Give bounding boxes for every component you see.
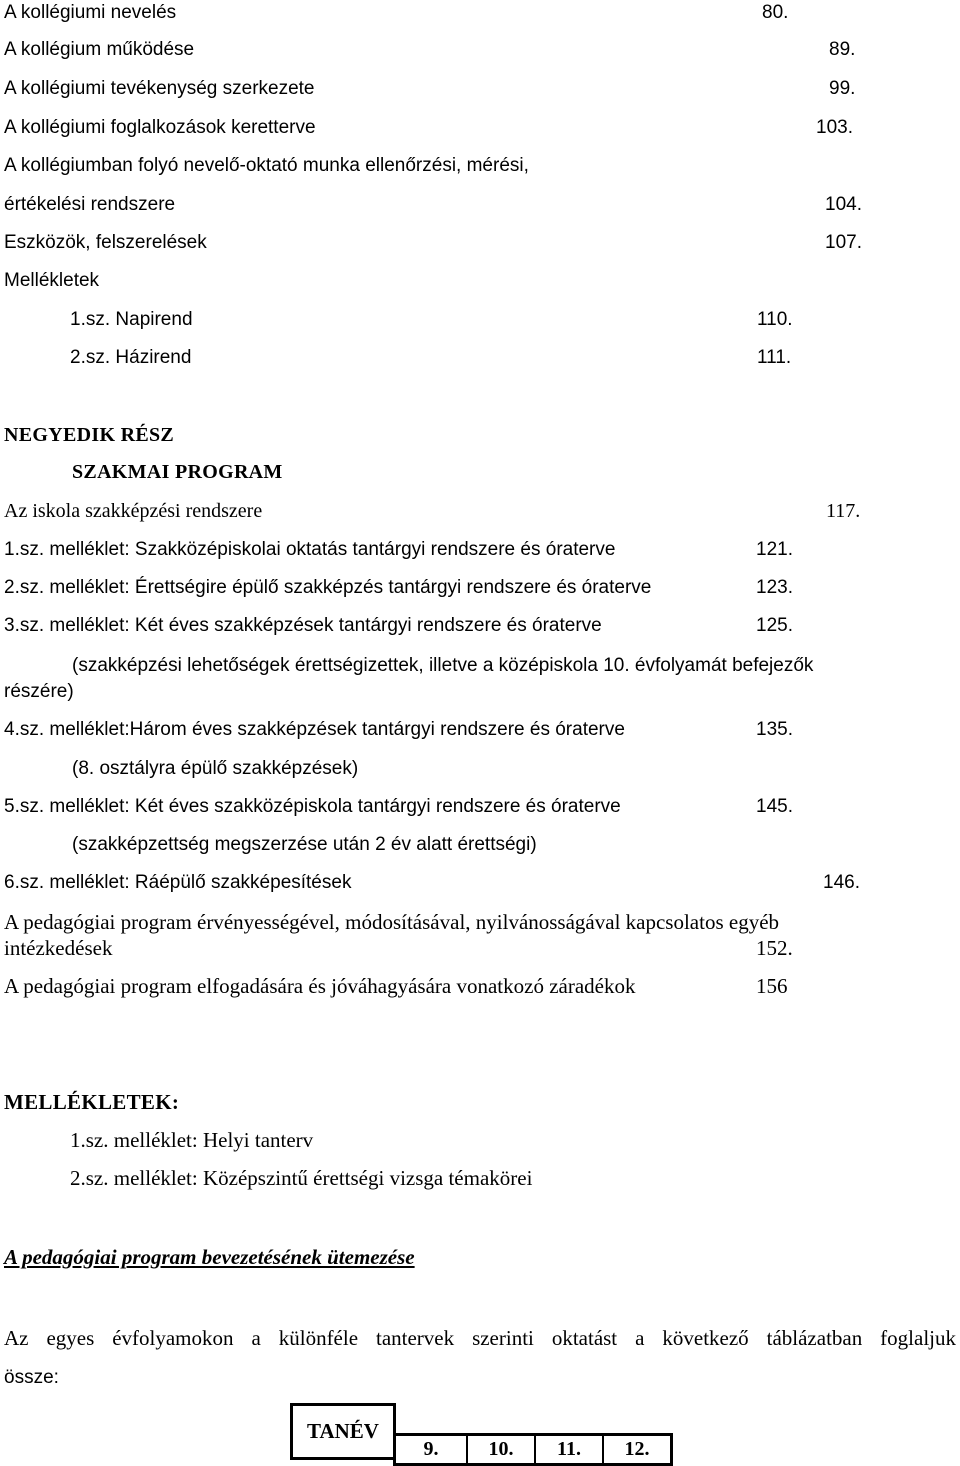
toc-entry-page: 145. bbox=[756, 796, 793, 817]
toc-entry-title: A kollégiumban folyó nevelő-oktató munka ellenőrzési, mérési, bbox=[4, 155, 529, 176]
toc-entry-page: 146. bbox=[823, 872, 860, 893]
grade-cell: 9. bbox=[423, 1438, 439, 1460]
toc-entry-title: Eszközök, felszerelések bbox=[4, 232, 207, 253]
toc-entry-page: 89. bbox=[829, 39, 856, 60]
toc-entry-page: 110. bbox=[757, 309, 793, 330]
toc-entry-page: 121. bbox=[756, 539, 793, 560]
toc-entry-page: 99. bbox=[829, 78, 856, 99]
schedule-text: össze: bbox=[4, 1367, 59, 1388]
toc-entry-title: 5.sz. melléklet: Két éves szakközépiskola tantárgyi rendszere és óraterve bbox=[4, 796, 621, 817]
attachment-item: 2.sz. melléklet: Középszintű érettségi vizsga témakörei bbox=[70, 1166, 533, 1190]
toc-entry-title: Az iskola szakképzési rendszere bbox=[4, 500, 263, 522]
toc-entry-title: 4.sz. melléklet:Három éves szakképzések tantárgyi rendszere és óraterve bbox=[4, 719, 625, 740]
toc-entry-title: 1.sz. Napirend bbox=[70, 309, 193, 330]
toc-entry-title: A pedagógiai program érvényességével, módosításával, nyilvánosságával kapcsolatos egyéb bbox=[4, 910, 780, 934]
table-header-tanev: TANÉV bbox=[290, 1403, 396, 1460]
toc-entry-note: részére) bbox=[4, 681, 74, 702]
toc-entry-title: 1.sz. melléklet: Szakközépiskolai oktatás tantárgyi rendszere és óraterve bbox=[4, 539, 616, 560]
toc-entry-page: 123. bbox=[756, 577, 793, 598]
toc-entry-page: 152. bbox=[756, 936, 793, 960]
grade-cell: 11. bbox=[534, 1436, 602, 1463]
toc-entry-title: A pedagógiai program elfogadására és jóváhagyására vonatkozó záradékok bbox=[4, 974, 636, 998]
toc-entry-title: 2.sz. melléklet: Érettségire épülő szakképzés tantárgyi rendszere és óraterve bbox=[4, 577, 652, 598]
toc-entry-page: 103. bbox=[816, 117, 853, 138]
toc-entry-page: 80. bbox=[762, 2, 789, 23]
part-heading: NEGYEDIK RÉSZ bbox=[4, 424, 175, 446]
part-subheading: SZAKMAI PROGRAM bbox=[72, 461, 283, 483]
toc-entry-page: 107. bbox=[825, 232, 862, 253]
toc-entry-title: 2.sz. Házirend bbox=[70, 347, 192, 368]
toc-entry-title: 3.sz. melléklet: Két éves szakképzések tantárgyi rendszere és óraterve bbox=[4, 615, 602, 636]
grade-cell: 12. bbox=[602, 1436, 670, 1463]
grade-cell: 10. bbox=[466, 1436, 534, 1463]
toc-entry-title: A kollégiumi tevékenység szerkezete bbox=[4, 78, 315, 99]
toc-entry-title: 6.sz. melléklet: Ráépülő szakképesítések bbox=[4, 872, 352, 893]
toc-entry-note: (8. osztályra épülő szakképzések) bbox=[72, 758, 359, 779]
toc-entry-page: 135. bbox=[756, 719, 793, 740]
toc-entry-page: 111. bbox=[757, 347, 792, 368]
grade-row bbox=[393, 1433, 673, 1466]
toc-entry-title: intézkedések bbox=[4, 936, 113, 960]
toc-entry-page: 156 bbox=[756, 974, 788, 998]
toc-entry-note: (szakképzettség megszerzése után 2 év alatt érettségi) bbox=[72, 834, 537, 855]
toc-entry-page: 104. bbox=[825, 194, 862, 215]
toc-entry-page: 117. bbox=[826, 500, 861, 522]
attachments-heading: MELLÉKLETEK: bbox=[4, 1090, 180, 1114]
toc-entry-title: értékelési rendszere bbox=[4, 194, 176, 215]
schedule-text: Az egyes évfolyamokon a különféle tantervek szerinti oktatást a következő táblázatban foglaljuk bbox=[4, 1326, 956, 1350]
toc-entry-note: (szakképzési lehetőségek érettségizettek, illetve a középiskola 10. évfolyamát befejezők bbox=[72, 655, 814, 676]
toc-entry-title: A kollégiumi foglalkozások keretterve bbox=[4, 117, 316, 138]
toc-entry-title: Mellékletek bbox=[4, 270, 100, 291]
schedule-heading: A pedagógiai program bevezetésének ütemezése bbox=[4, 1245, 415, 1269]
toc-entry-title: A kollégiumi nevelés bbox=[4, 2, 177, 23]
toc-entry-page: 125. bbox=[756, 615, 793, 636]
attachment-item: 1.sz. melléklet: Helyi tanterv bbox=[70, 1128, 314, 1152]
toc-entry-title: A kollégium működése bbox=[4, 39, 195, 60]
